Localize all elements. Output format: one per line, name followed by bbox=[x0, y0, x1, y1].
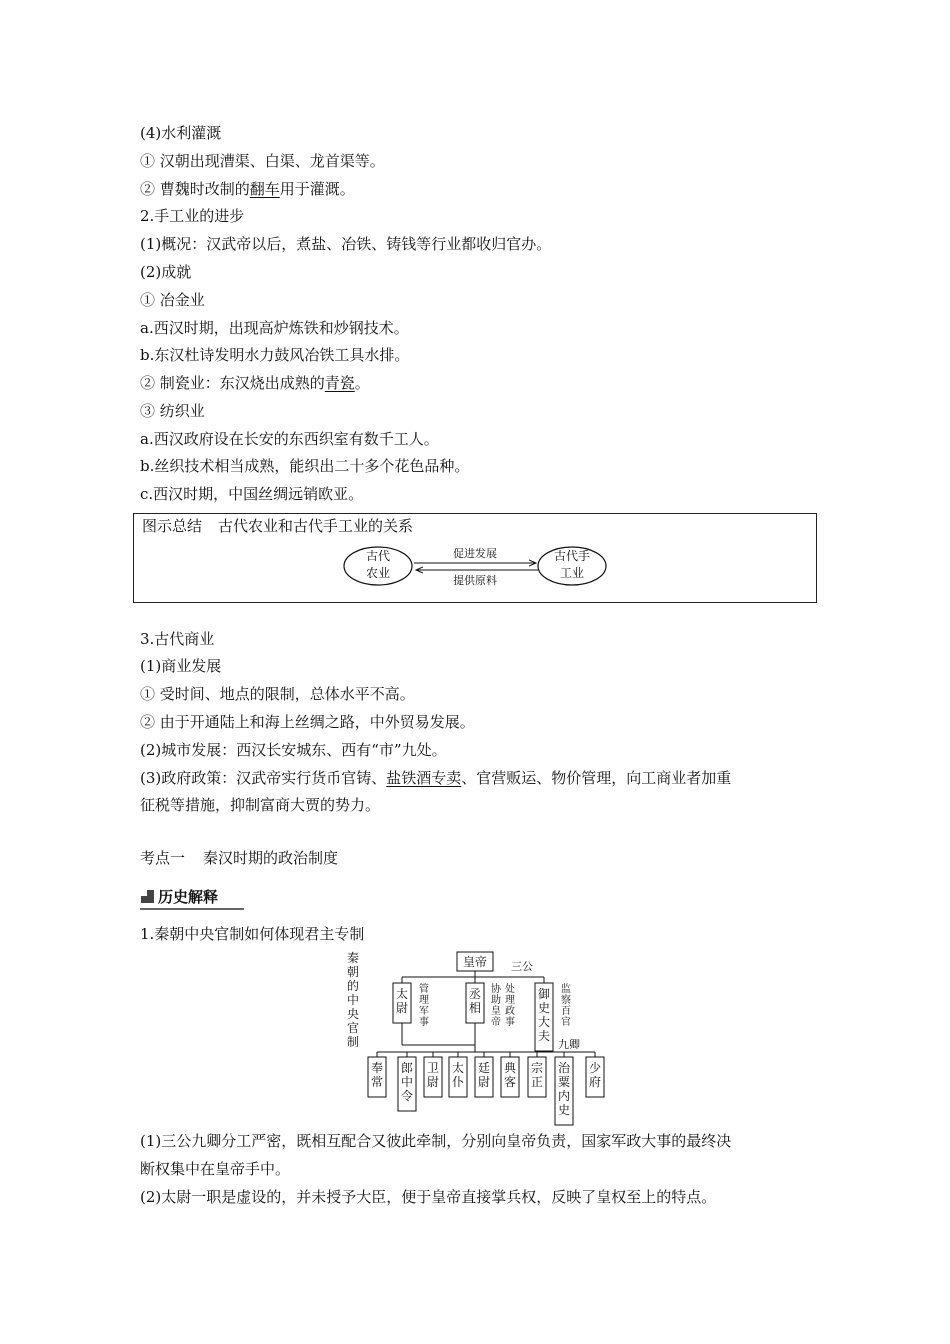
svg-text:奉: 奉 bbox=[370, 1061, 384, 1075]
sangong-label: 三公 bbox=[511, 960, 533, 973]
svg-text:理: 理 bbox=[419, 995, 429, 1006]
svg-text:中: 中 bbox=[400, 1075, 414, 1089]
text-line: (1)商业发展 bbox=[140, 657, 222, 675]
svg-text:太: 太 bbox=[451, 1061, 465, 1075]
node-text: 工业 bbox=[559, 566, 585, 580]
text-line: (4)水利灌溉 bbox=[140, 124, 222, 142]
svg-text:百: 百 bbox=[561, 1006, 571, 1017]
svg-text:事: 事 bbox=[419, 1017, 429, 1028]
svg-text:朝: 朝 bbox=[346, 965, 360, 979]
underlined-term: 翻车 bbox=[249, 180, 280, 198]
side-title bbox=[347, 951, 359, 1049]
text-fragment: ② 制瓷业：东汉烧出成熟的 bbox=[140, 374, 325, 392]
heading: 2.手工业的进步 bbox=[140, 207, 245, 225]
jiuqing-name bbox=[531, 1061, 543, 1089]
svg-text:制: 制 bbox=[346, 1035, 360, 1049]
svg-text:粟: 粟 bbox=[557, 1075, 571, 1089]
svg-text:少: 少 bbox=[588, 1061, 602, 1075]
svg-text:史: 史 bbox=[557, 1103, 571, 1117]
relation-diagram bbox=[134, 514, 816, 602]
svg-text:察: 察 bbox=[561, 995, 571, 1006]
summary-heading: 古代农业和古代手工业的关系 bbox=[218, 517, 414, 535]
summary-box bbox=[133, 513, 817, 603]
svg-text:内: 内 bbox=[557, 1089, 571, 1103]
section-heading: 秦汉时期的政治制度 bbox=[203, 849, 339, 867]
svg-text:常: 常 bbox=[370, 1075, 384, 1089]
svg-text:夫: 夫 bbox=[537, 1029, 551, 1043]
answer-line: 断权集中在皇帝手中。 bbox=[140, 1160, 291, 1178]
text-line: ① 汉朝出现漕渠、白渠、龙首渠等。 bbox=[140, 152, 385, 170]
svg-text:卫: 卫 bbox=[426, 1061, 440, 1075]
svg-text:治: 治 bbox=[557, 1061, 571, 1075]
tag-label: 历史解释 bbox=[158, 888, 219, 906]
text-line: (2)成就 bbox=[140, 263, 192, 281]
sangong-duty bbox=[419, 982, 429, 1028]
jiuqing-name bbox=[427, 1061, 439, 1089]
svg-text:廷: 廷 bbox=[477, 1061, 491, 1075]
text-line: ③ 纺织业 bbox=[140, 402, 205, 420]
square-bullet-icon bbox=[141, 890, 154, 903]
text-line: a.西汉时期，出现高炉炼铁和炒钢技术。 bbox=[140, 319, 409, 337]
jiuqing-name bbox=[558, 1061, 571, 1117]
svg-text:典: 典 bbox=[503, 1061, 517, 1075]
svg-text:协: 协 bbox=[491, 984, 501, 995]
underlined-term: 青瓷 bbox=[324, 374, 355, 392]
svg-text:御: 御 bbox=[537, 987, 551, 1001]
svg-text:管: 管 bbox=[419, 984, 429, 995]
svg-text:事: 事 bbox=[505, 1017, 515, 1028]
svg-text:帝: 帝 bbox=[491, 1017, 501, 1028]
sangong-name bbox=[396, 986, 408, 1015]
svg-text:大: 大 bbox=[537, 1015, 551, 1029]
jiuqing-label: 九卿 bbox=[558, 1038, 580, 1051]
text-line: ① 冶金业 bbox=[140, 291, 205, 309]
svg-text:官: 官 bbox=[561, 1017, 571, 1028]
svg-text:皇: 皇 bbox=[491, 1006, 501, 1017]
svg-text:央: 央 bbox=[346, 1007, 360, 1021]
jiuqing-name bbox=[371, 1061, 383, 1089]
text-fragment: 、官营贩运、物价管理，向工商业者加重 bbox=[461, 769, 732, 787]
jiuqing-name bbox=[478, 1061, 490, 1089]
svg-text:仆: 仆 bbox=[451, 1075, 465, 1089]
answer-line: (2)太尉一职是虚设的，并未授予大臣，便于皇帝直接掌兵权，反映了皇权至上的特点。 bbox=[140, 1188, 717, 1206]
arrow-label: 提供原料 bbox=[453, 574, 497, 587]
text-line: (1)概况：汉武帝以后，煮盐、冶铁、铸钱等行业都收归官办。 bbox=[140, 235, 552, 253]
svg-text:秦: 秦 bbox=[346, 951, 360, 965]
jiuqing-name bbox=[589, 1060, 601, 1089]
node-text: 古代手 bbox=[553, 549, 591, 563]
text-fragment: (3)政府政策：汉武帝实行货币官铸、 bbox=[140, 769, 387, 787]
text-line: (2)城市发展：西汉长安城东、西有“市”九处。 bbox=[140, 741, 447, 759]
svg-text:郎: 郎 bbox=[400, 1061, 414, 1075]
sangong-duty bbox=[491, 982, 502, 1028]
svg-text:中: 中 bbox=[346, 993, 360, 1007]
svg-text:助: 助 bbox=[491, 995, 501, 1006]
svg-text:处: 处 bbox=[505, 984, 515, 995]
text-line: a.西汉政府设在长安的东西织室有数千工人。 bbox=[140, 430, 439, 448]
svg-text:正: 正 bbox=[530, 1075, 544, 1089]
sangong-duty bbox=[561, 982, 571, 1028]
node-text: 农业 bbox=[365, 566, 391, 580]
question: 1.秦朝中央官制如何体现君主专制 bbox=[140, 925, 365, 943]
svg-text:的: 的 bbox=[346, 979, 360, 993]
text-line: b.丝织技术相当成熟，能织出二十多个花色品种。 bbox=[140, 457, 470, 475]
svg-text:府: 府 bbox=[588, 1075, 602, 1089]
qin-central-officials-chart bbox=[340, 948, 640, 1128]
svg-text:太: 太 bbox=[395, 987, 409, 1001]
history-explanation-tag bbox=[140, 886, 244, 908]
svg-text:宗: 宗 bbox=[530, 1061, 544, 1075]
svg-text:政: 政 bbox=[505, 1006, 515, 1017]
svg-text:军: 军 bbox=[419, 1006, 429, 1017]
text-line bbox=[140, 179, 355, 199]
svg-text:丞: 丞 bbox=[468, 987, 482, 1001]
svg-text:尉: 尉 bbox=[426, 1075, 440, 1089]
tag-underline bbox=[140, 908, 244, 910]
jiuqing-name bbox=[452, 1060, 464, 1089]
text-line: c.西汉时期，中国丝绸远销欧亚。 bbox=[140, 485, 364, 503]
svg-text:尉: 尉 bbox=[395, 1001, 409, 1015]
svg-text:令: 令 bbox=[400, 1089, 414, 1103]
jiuqing-name bbox=[504, 1060, 517, 1089]
jiuqing-name bbox=[401, 1061, 413, 1103]
svg-text:理: 理 bbox=[505, 995, 515, 1006]
text-line: b.东汉杜诗发明水力鼓风冶铁工具水排。 bbox=[140, 346, 410, 364]
summary-label: 图示总结 bbox=[142, 517, 203, 535]
text-line: 征税等措施，抑制富商大贾的势力。 bbox=[140, 796, 381, 814]
sangong-name bbox=[469, 987, 481, 1015]
svg-text:相: 相 bbox=[468, 1001, 482, 1015]
heading: 3.古代商业 bbox=[140, 630, 215, 648]
node-text: 古代 bbox=[365, 549, 391, 563]
svg-text:客: 客 bbox=[503, 1075, 517, 1089]
text-fragment: ② 曹魏时改制的 bbox=[140, 180, 250, 198]
section-title bbox=[140, 848, 338, 868]
emperor-label: 皇帝 bbox=[462, 955, 488, 969]
answer-line: (1)三公九卿分工严密，既相互配合又彼此牵制，分别向皇帝负责，国家军政大事的最终决 bbox=[140, 1132, 732, 1150]
section-label: 考点一 bbox=[140, 849, 186, 867]
text-line bbox=[140, 373, 370, 393]
underlined-term: 盐铁酒专卖 bbox=[386, 769, 462, 787]
svg-text:尉: 尉 bbox=[477, 1075, 491, 1089]
text-line: ② 由于开通陆上和海上丝绸之路，中外贸易发展。 bbox=[140, 713, 475, 731]
sangong-duty bbox=[505, 982, 515, 1028]
text-line bbox=[140, 768, 731, 788]
sangong-name bbox=[538, 987, 550, 1043]
svg-text:官: 官 bbox=[346, 1021, 360, 1035]
svg-text:史: 史 bbox=[537, 1001, 551, 1015]
arrow-label: 促进发展 bbox=[453, 547, 497, 560]
svg-text:监: 监 bbox=[561, 984, 571, 995]
text-line: ① 受时间、地点的限制，总体水平不高。 bbox=[140, 685, 415, 703]
text-fragment: 用于灌溉。 bbox=[279, 180, 355, 198]
text-fragment: 。 bbox=[354, 374, 370, 392]
